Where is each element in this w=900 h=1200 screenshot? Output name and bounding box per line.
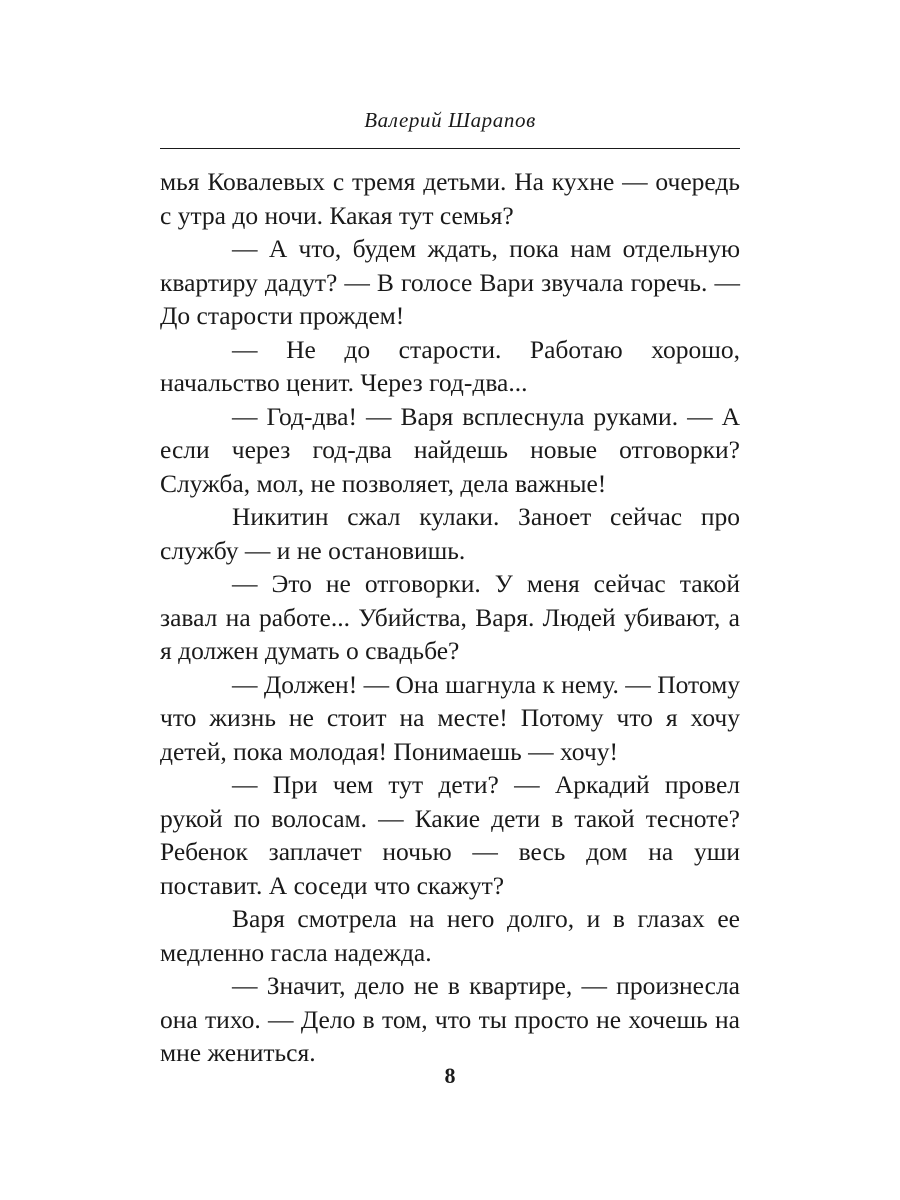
paragraph: — Не до старости. Работаю хорошо, начальство ценит. Через год-два... [160,334,740,397]
page-number: 8 [444,1063,456,1088]
body-text [160,165,740,1070]
paragraph: — Это не отговорки. У меня сейчас такой завал на работе... Убийства, Варя. Людей убивают, а я должен думать о свадьбе? [160,569,740,665]
paragraph: Никитин сжал кулаки. Заноет сейчас про службу — и не остановишь. [160,502,740,565]
paragraph: — При чем тут дети? — Аркадий провел рукой по волосам. — Какие дети в такой тесноте? Ребенок заплачет ночью — весь дом на уши поставит. А соседи что скажут? [160,770,740,900]
paragraph: — Год-два! — Варя всплеснула руками. — А если через год-два найдешь новые отговорки? Служба, мол, не позволяет, дела важные! [160,401,740,498]
paragraph: мья Ковалевых с тремя детьми. На кухне — очередь с утра до ночи. Какая тут семья? [160,167,740,230]
running-head-author: Валерий Шарапов [364,108,536,132]
paragraph: — А что, будем ждать, пока нам отдельную квартиру дадут? — В голосе Вари звучала горечь. — До старости прождем! [160,234,740,330]
paragraph: — Значит, дело не в квартире, — произнесла она тихо. — Дело в том, что ты просто не хочешь на мне жениться. [160,971,740,1067]
paragraph: Варя смотрела на него долго, и в глазах ее медленно гасла надежда. [160,904,740,967]
header-rule [160,148,740,149]
paragraph: — Должен! — Она шагнула к нему. — Потому что жизнь не стоит на месте! Потому что я хочу детей, пока молодая! Понимаешь — хочу! [160,669,740,766]
